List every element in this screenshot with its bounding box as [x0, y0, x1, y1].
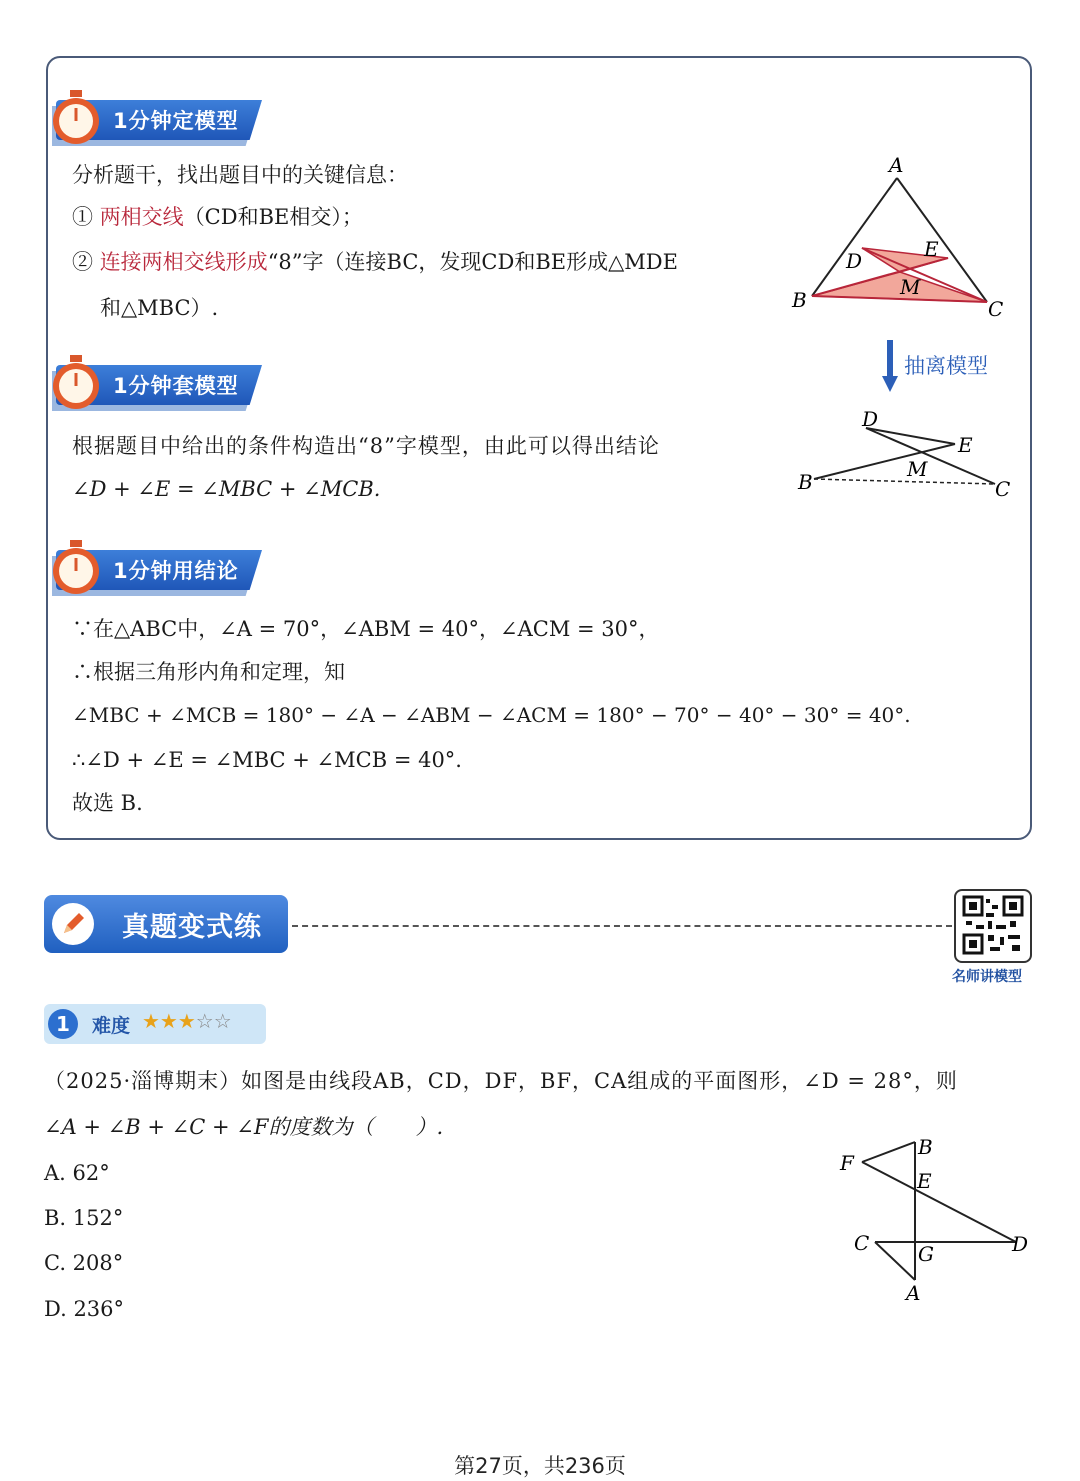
- label-A: A: [906, 1281, 921, 1305]
- label-E: E: [917, 1169, 932, 1193]
- conclusion-line-5: 故选 B.: [72, 791, 143, 815]
- label-M: M: [900, 275, 921, 299]
- label-E: E: [924, 237, 939, 261]
- option-d[interactable]: D. 236°: [44, 1297, 125, 1321]
- question-line-1: （2025·淄博期末）如图是由线段AB，CD，DF，BF，CA组成的平面图形，∠D = 28°，则: [44, 1069, 958, 1093]
- extract-label: 抽离模型: [904, 354, 988, 378]
- option-b[interactable]: B. 152°: [44, 1206, 124, 1230]
- conclusion-line-1: ∵在△ABC中，∠A = 70°，∠ABM = 40°，∠ACM = 30°，: [72, 617, 660, 641]
- conclusion-line-4: ∴∠D + ∠E = ∠MBC + ∠MCB = 40°.: [72, 748, 462, 772]
- analysis-item-2-cont: 和△MBC）.: [100, 296, 219, 320]
- down-arrow-icon: [882, 340, 898, 392]
- question-line-2: ∠A + ∠B + ∠C + ∠F的度数为（ ）.: [44, 1115, 444, 1139]
- label-C: C: [988, 297, 1004, 321]
- label-C: C: [854, 1231, 870, 1255]
- label-F: F: [840, 1151, 854, 1175]
- label-A: A: [889, 153, 904, 177]
- qr-code-icon: [956, 891, 1030, 961]
- label-E: E: [958, 433, 973, 457]
- pencil-icon: [58, 909, 88, 939]
- option-c[interactable]: C. 208°: [44, 1251, 124, 1275]
- qr-caption: 名师讲模型: [952, 969, 1022, 985]
- stopwatch-icon: [50, 538, 102, 596]
- star-filled-icon: ★★★: [142, 1009, 196, 1033]
- apply-line-1: 根据题目中给出的条件构造出“8”字模型，由此可以得出结论: [72, 434, 660, 458]
- item-number: ①: [72, 205, 93, 229]
- stopwatch-icon: [50, 88, 102, 146]
- question-number: 1: [48, 1009, 78, 1039]
- label-G: G: [918, 1242, 934, 1266]
- qr-code[interactable]: [954, 889, 1032, 963]
- label-C: C: [995, 477, 1011, 501]
- stopwatch-icon: [50, 353, 102, 411]
- analysis-item-2: [72, 247, 678, 277]
- item-number: ②: [72, 250, 93, 274]
- label-D: D: [862, 407, 879, 431]
- conclusion-line-2: ∴根据三角形内角和定理，知: [72, 660, 345, 684]
- option-a[interactable]: A. 62°: [44, 1161, 110, 1185]
- difficulty-badge: [44, 1004, 266, 1044]
- page-footer: 第27页，共236页: [454, 1454, 626, 1478]
- item-highlight: 两相交线: [99, 205, 184, 229]
- divider-dashed: [292, 925, 952, 927]
- triangle-figure: [780, 150, 1030, 330]
- difficulty-stars: [142, 1009, 232, 1033]
- label-B: B: [918, 1135, 933, 1159]
- label-M: M: [907, 457, 928, 481]
- label-D: D: [846, 249, 863, 273]
- apply-line-2: ∠D + ∠E = ∠MBC + ∠MCB.: [72, 477, 381, 501]
- practice-header: [44, 893, 292, 955]
- analysis-item-1: [72, 202, 363, 232]
- item-highlight: 连接两相交线形成: [99, 250, 268, 274]
- item-text: （CD和BE相交）；: [183, 205, 363, 229]
- eight-model-figure: [790, 400, 1030, 510]
- conclusion-line-3: ∠MBC + ∠MCB = 180° − ∠A − ∠ABM − ∠ACM = 180° − 70° − 40° − 30° = 40°.: [72, 703, 911, 727]
- star-empty-icon: ☆☆: [195, 1009, 232, 1033]
- label-B: B: [792, 288, 807, 312]
- analysis-intro: 分析题干，找出题目中的关键信息：: [72, 163, 408, 187]
- label-D: D: [1012, 1232, 1029, 1256]
- header-title: 1分钟套模型: [113, 374, 239, 398]
- difficulty-label: 难度: [92, 1015, 131, 1037]
- header-title: 1分钟用结论: [113, 559, 239, 583]
- practice-title: 真题变式练: [122, 912, 262, 943]
- header-title: 1分钟定模型: [113, 109, 239, 133]
- item-text: “8”字（连接BC，发现CD和BE形成△MDE: [267, 250, 678, 274]
- label-B: B: [798, 470, 813, 494]
- question-figure: [830, 1130, 1040, 1310]
